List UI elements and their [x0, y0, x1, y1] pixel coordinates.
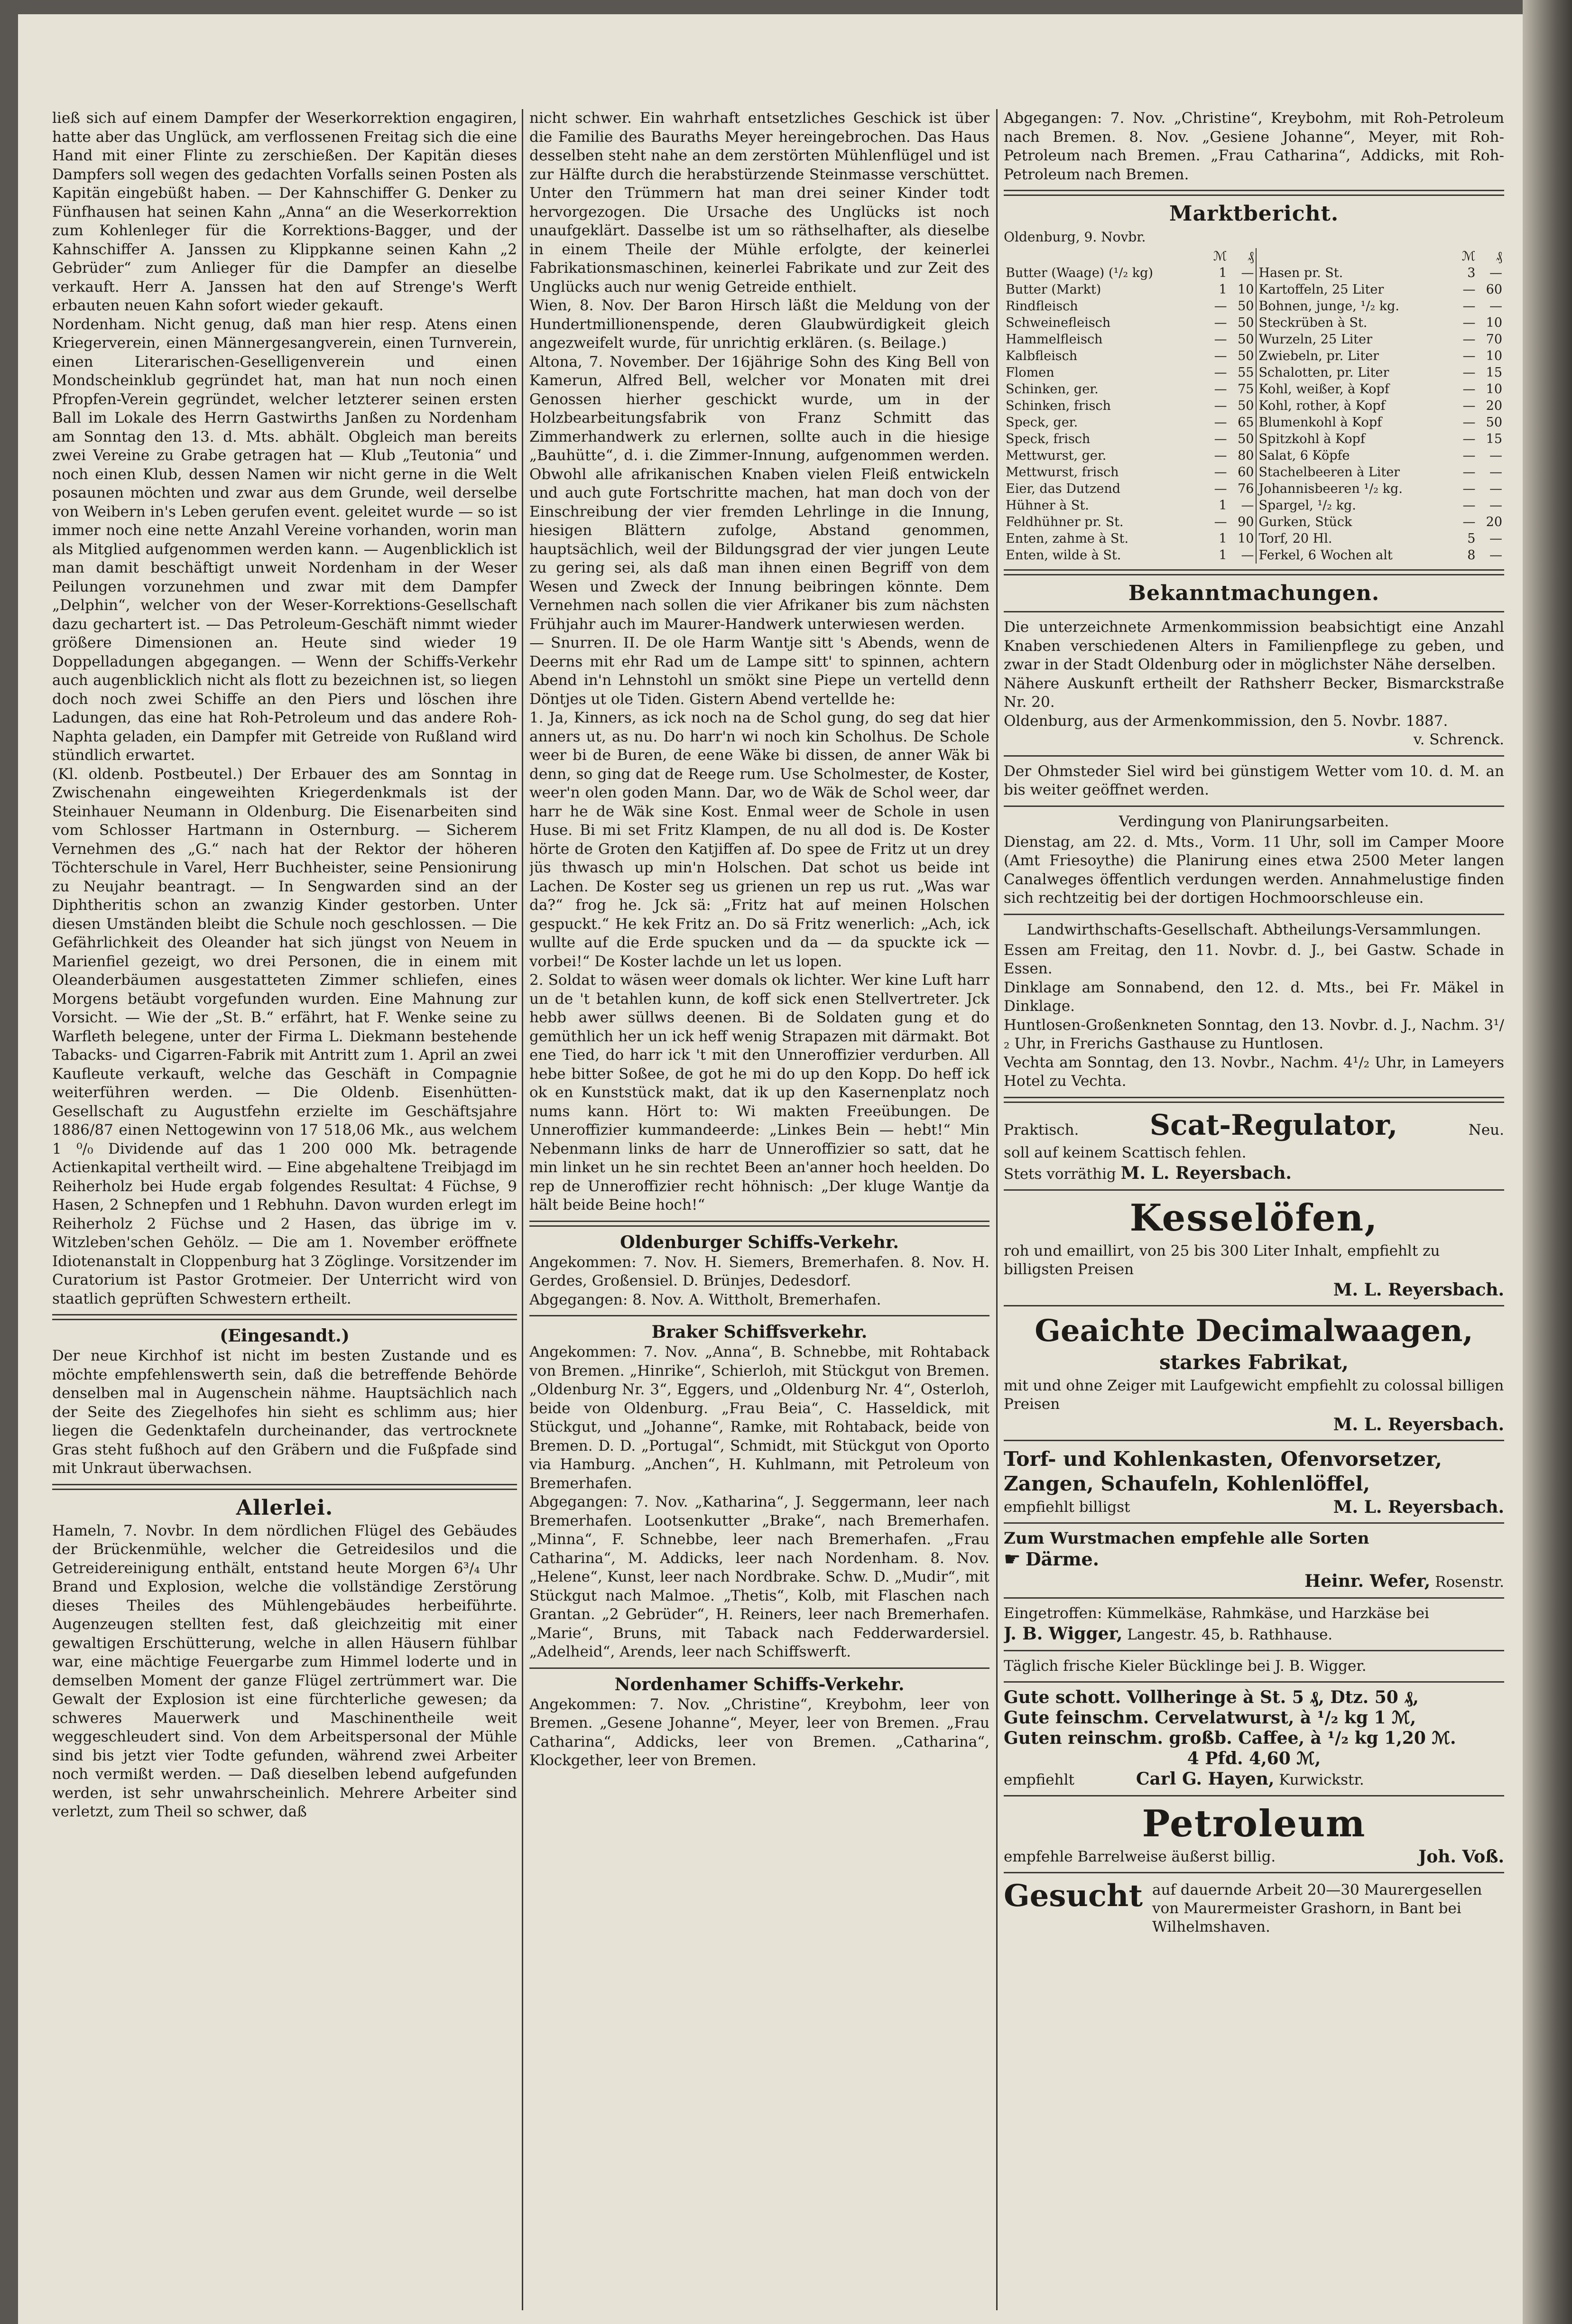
notice-armenkommission-info: Nähere Auskunft ertheilt der Rathsherr Becker, Bismarckstraße Nr. 20.: [1004, 675, 1504, 711]
section-divider: [52, 1484, 517, 1490]
market-item: Stachelbeeren à Liter: [1256, 464, 1454, 481]
market-item: Hammelfleisch: [1006, 332, 1103, 347]
section-divider: [1004, 1305, 1504, 1306]
market-item: Johannisbeeren ¹/₂ kg.: [1256, 481, 1454, 497]
notice-armenkommission-signature: v. Schrenck.: [1413, 731, 1504, 748]
market-price-table: [1004, 248, 1504, 564]
braker-angekommen: Angekommen: 7. Nov. „Anna“, B. Schnebbe, mit Rohtaback von Bremen. „Hinrike“, Schierloh, mit Stückgut von Bremen. „Oldenburg Nr. 3“, Eggers, und „Oldenburg Nr. 4“, Osterloh, beide von Oldenburg. „Frau Beia“, C. Hasseldick, mit Stückgut, und „Johanne“, Ramke, mit Rohtaback, beide von Bremen. D. D. „Portugal“, Schmidt, mit Stückgut von Oporto via Hamburg. „Anchen“, H. Kuhlmann, mit Petroleum von Bremerhafen.: [529, 1343, 989, 1492]
notice-landwirtschaft-heading: Landwirthschafts-Gesellschaft. Abtheilungs-Versammlungen.: [1026, 921, 1481, 938]
market-item: Salat, 6 Köpfe: [1256, 447, 1454, 464]
book-page-edge: [1523, 0, 1572, 2324]
section-divider: [1004, 1440, 1504, 1441]
market-price-pfennig: 76: [1238, 481, 1254, 496]
market-item: Kohl, rother, à Kopf: [1256, 398, 1454, 414]
market-price-mark: —: [1214, 481, 1227, 496]
section-divider: [1004, 1097, 1504, 1103]
section-divider: [1004, 1681, 1504, 1683]
market-price-mark: —: [1214, 448, 1227, 463]
notice-landwirtschaft-essen: Essen am Freitag, den 11. Novbr. d. J., bei Gastw. Schade in Essen.: [1004, 941, 1504, 977]
market-item: Schweinefleisch: [1006, 315, 1111, 330]
market-price-mark: —: [1214, 432, 1227, 446]
ad-scat-stets: Stets vorräthig: [1004, 1165, 1116, 1183]
market-price-mark: —: [1214, 382, 1227, 397]
market-item: Schinken, ger.: [1006, 382, 1099, 397]
ad-decimalwaagen: [1004, 1312, 1504, 1434]
market-item: Kohl, weißer, à Kopf: [1256, 381, 1454, 398]
eingesandt-heading: (Eingesandt.): [220, 1326, 350, 1346]
market-row: [1004, 381, 1504, 398]
section-divider: [1004, 1189, 1504, 1191]
currency-mark: ℳ: [1461, 249, 1476, 264]
section-divider: [529, 1315, 989, 1316]
currency-mark: ℳ: [1213, 249, 1227, 264]
article-postbeutel: (Kl. oldenb. Postbeutel.) Der Erbauer des am Sonntag in Zwischenahn eingeweihten Kriegerdenkmals ist der Steinhauer Neumann in Oldenburg. Die Eisenarbeiten sind vom Schlosser Hartmann in Osternburg. — Sicherem Vernehmen des „G.“ nach hat der Rektor der höheren Töchterschule in Varel, Herr Buchheister, seine Pensionirung zu Neujahr beantragt. — In Sengwarden sind an der Diphtheritis schon an zwanzig Kinder gestorben. Unter diesen Umständen bleibt die Schule noch geschlossen. — Die Gefährlichkeit des Oleander hat sich jüngst von Neuem in Marienfiel gezeigt, wo drei Personen, die in einem mit Oleanderbäumen ausgestatteten Zimmer schliefen, eines Morgens betäubt vorgefunden wurden. Eine Mahnung zur Vorsicht. — Wie der „St. B.“ erfährt, hat F. Wenke seine zu Warfleth belegene, unter der Firma L. Diekmann bestehende Tabacks- und Cigarren-Fabrik mit Antritt zum 1. April an zwei Kaufleute verkauft, welche das Geschäft in Compagnie weiterführen werden. — Die Oldenb. Eisenhütten-Gesellschaft zu Augustfehn erzielte im Geschäftsjahre 1886/87 einen Nettogewinn von 17 518,06 Mk., aus welchem 1 ⁰/₀ Dividende auf das 1 200 000 Mk. betragende Actienkapital vertheilt wird. — Eine abgehaltene Treibjagd im Reiherholz bei Hude ergab folgendes Resultat: 4 Füchse, 9 Hasen, 2 Schnepfen und 1 Rebhuhn. Davon wurden erlegt im Reiherholz 2 Füchse und 2 Hasen, das übrige im v. Witzleben'schen Gehölz. — Die am 1. November eröffnete Idiotenanstalt in Cloppenburg hat 3 Zöglinge. Vorsitzender im Curatorium ist Pastor Grotmeier. Der Unterricht wird von staatlich geprüften Schwestern ertheilt.: [52, 765, 517, 1307]
market-row: [1004, 281, 1504, 298]
market-price-pfennig: 60: [1486, 282, 1502, 297]
market-price-pfennig: 20: [1486, 515, 1502, 529]
market-price-pfennig: —: [1489, 498, 1502, 513]
market-price-pfennig: 20: [1486, 398, 1502, 413]
notice-armenkommission: Die unterzeichnete Armenkommission beabsichtigt eine Anzahl Knaben verschiedenen Alters in Familienpflege zu geben, und zwar in der Stadt Oldenburg oder in möglichster Nähe derselben.: [1004, 619, 1504, 673]
ad-torf-title: Torf- und Kohlenkasten, Ofenvorsetzer, Zangen, Schaufeln, Kohlenlöffel,: [1004, 1447, 1442, 1495]
market-row: [1004, 514, 1504, 530]
article-altona: Altona, 7. November. Der 16jährige Sohn des King Bell von Kamerun, Alfred Bell, welcher vor Monaten mit drei Genossen hierher geschickt wurde, um in der Holzbearbeitungsfabrik von Franz Schmitt das Zimmerhandwerk zu erlernen, sollte auch in die hiesige „Bauhütte“, d. i. die Zimmer-Innung, aufgenommen werden. Obwohl alle afrikanischen Knaben vielen Fleiß entwickeln und auch gute Fortschritte machen, hat man doch von der Einschreibung der vier fremden Lehrlinge in die Innung, hiesigen Blättern zufolge, Abstand genommen, hauptsächlich, weil der Bildungsgrad der vier jungen Leute zu gering sei, als daß man ihnen einen Begriff von dem Wesen und Zweck der Innung beibringen könnte. Dem Vernehmen nach sollen die vier Afrikaner bis zum nächsten Frühjahr auch im Maurer-Handwerk unterwiesen werden.: [529, 353, 989, 633]
market-item: Torf, 20 Hl.: [1256, 530, 1454, 547]
section-divider: [529, 1221, 989, 1227]
market-price-pfennig: —: [1489, 266, 1502, 280]
market-item: Enten, zahme à St.: [1006, 531, 1128, 546]
market-item: Hühner à St.: [1006, 498, 1089, 513]
notice-ohmsteder-siel: Der Ohmsteder Siel wird bei günstigem Wetter vom 10. d. M. an bis weiter geöffnet werden.: [1004, 762, 1504, 798]
marktbericht-place: Oldenburg, 9. Novbr.: [1004, 229, 1146, 245]
column-2: [529, 109, 989, 2310]
notice-landwirtschaft-vechta: Vechta am Sonntag, den 13. Novbr., Nachm. 4¹/₂ Uhr, in Lameyers Hotel zu Vechta.: [1004, 1054, 1504, 1090]
market-item: Zwiebeln, pr. Liter: [1256, 348, 1454, 364]
section-divider: [1004, 1597, 1504, 1599]
market-price-mark: —: [1462, 349, 1476, 363]
ad-scat-post: Neu.: [1468, 1121, 1504, 1139]
notice-planirung: Dienstag, am 22. d. Mts., Vorm. 11 Uhr, soll im Camper Moore (Amt Friesoythe) die Planirung eines etwa 2500 Meter langen Canalweges öffentlich verdungen werden. Annahmelustige finden sich rechtzeitig bei der dortigen Hochmoorschleuse ein.: [1004, 833, 1504, 907]
market-row: [1004, 431, 1504, 447]
market-price-mark: 1: [1219, 282, 1227, 297]
market-price-pfennig: 50: [1238, 432, 1254, 446]
section-divider: [529, 1667, 989, 1669]
market-price-mark: —: [1214, 415, 1227, 430]
ad-eing-addr: Langestr. 45, b. Rathhause.: [1127, 1626, 1333, 1643]
section-divider: [1004, 755, 1504, 757]
market-row: [1004, 265, 1504, 281]
market-item: Spargel, ¹/₂ kg.: [1256, 497, 1454, 514]
bekanntmachungen-heading: Bekanntmachungen.: [1128, 581, 1380, 605]
market-price-pfennig: 10: [1486, 315, 1502, 330]
market-price-mark: —: [1214, 465, 1227, 480]
market-price-mark: —: [1462, 481, 1476, 496]
article-snurren: — Snurren. II. De ole Harm Wantje sitt 's Abends, wenn de Deerns mit ehr Rad um de Lampe sitt' to spinnen, achtern Abend in'n Lehnstohl un smökt sine Piepe un vertelld denn Döntjes ut ole Tiden. Gistern Abend vertellde he:: [529, 634, 989, 708]
market-price-pfennig: 80: [1238, 448, 1254, 463]
notice-landwirtschaft-dinklage: Dinklage am Sonnabend, den 12. d. Mts., bei Fr. Mäkel in Dinklage.: [1004, 979, 1504, 1015]
market-item: Mettwurst, ger.: [1006, 448, 1107, 463]
section-divider: [1004, 1650, 1504, 1651]
market-item: Ferkel, 6 Wochen alt: [1256, 547, 1454, 564]
pointing-hand-icon: ☛: [1004, 1548, 1021, 1570]
ad-hayen-line2: Gute feinschm. Cervelatwurst, à ¹/₂ kg 1 ℳ,: [1004, 1707, 1416, 1728]
allerlei-heading: Allerlei.: [236, 1495, 333, 1520]
ad-petroleum-title: Petroleum: [1142, 1802, 1366, 1845]
market-price-mark: —: [1462, 415, 1476, 430]
market-price-pfennig: 10: [1486, 382, 1502, 397]
ad-hayen-line3: Guten reinschm. großb. Caffee, à ¹/₂ kg 1,20 ℳ.: [1004, 1728, 1456, 1748]
market-price-mark: 1: [1219, 266, 1227, 280]
article-eingesandt: Der neue Kirchhof ist nicht im besten Zustande und es möchte empfehlenswerth sein, daß die betreffende Behörde denselben mal in Augenschein nähme. Hauptsächlich nach der Seite des Ziegelhofes hin sieht es schlimm aus; hier liegen die Gedenktafeln durcheinander, das vertrocknete Gras steht fußhoch auf den Gräbern und die Fußpfade sind mit Unkraut überwachsen.: [52, 1347, 517, 1477]
market-price-mark: —: [1462, 382, 1476, 397]
market-price-mark: —: [1462, 398, 1476, 413]
section-divider: [1004, 806, 1504, 807]
ad-torf-seller: M. L. Reyersbach.: [1333, 1497, 1504, 1517]
oldenburger-angekommen: Angekommen: 7. Nov. H. Siemers, Bremerhafen. 8. Nov. H. Gerdes, Großensiel. D. Brünjes, Dedesdorf.: [529, 1253, 989, 1289]
ad-scat-text: soll auf keinem Scattisch fehlen.: [1004, 1144, 1247, 1161]
market-price-pfennig: 50: [1238, 332, 1254, 347]
market-price-pfennig: —: [1489, 448, 1502, 463]
market-price-pfennig: 10: [1486, 349, 1502, 363]
ad-scat-seller: M. L. Reyersbach.: [1120, 1163, 1292, 1183]
market-table-header: [1004, 248, 1504, 265]
market-row: [1004, 398, 1504, 414]
market-price-mark: —: [1214, 515, 1227, 529]
market-price-mark: —: [1462, 332, 1476, 347]
nordenhamer-angekommen: Angekommen: 7. Nov. „Christine“, Kreybohm, leer von Bremen. „Gesene Johanne“, Meyer, leer von Bremen. „Frau Catharina“, Addicks, leer von Bremen. „Catharina“, Klockgether, leer von Bremen.: [529, 1695, 989, 1769]
nordenhamer-schiffsverkehr-heading: Nordenhamer Schiffs-Verkehr.: [614, 1674, 905, 1694]
column-3: [1004, 109, 1504, 2310]
market-price-pfennig: 75: [1238, 382, 1254, 397]
market-price-mark: —: [1462, 498, 1476, 513]
ad-decimal-seller: M. L. Reyersbach.: [1333, 1414, 1504, 1435]
oldenburger-schiffsverkehr-heading: Oldenburger Schiffs-Verkehr.: [620, 1232, 899, 1252]
ad-torf-kohlenkasten: [1004, 1447, 1504, 1517]
ad-decimal-sub: starkes Fabrikat,: [1159, 1350, 1349, 1374]
ad-scat-title: Scat-Regulator,: [1149, 1108, 1398, 1142]
market-price-pfennig: 50: [1486, 415, 1502, 430]
market-row: [1004, 298, 1504, 315]
market-price-mark: —: [1462, 515, 1476, 529]
currency-pfennig: ₰: [1247, 249, 1254, 264]
notice-armenkommission-date: Oldenburg, aus der Armenkommission, den 5. Novbr. 1887.: [1004, 712, 1448, 730]
market-item: Kartoffeln, 25 Liter: [1256, 281, 1454, 298]
market-item: Schinken, frisch: [1006, 398, 1111, 413]
marktbericht-heading: Marktbericht.: [1169, 202, 1339, 226]
market-item: Schalotten, pr. Liter: [1256, 364, 1454, 381]
braker-schiffsverkehr-heading: Braker Schiffsverkehr.: [651, 1322, 868, 1342]
article-nordenham: Nordenham. Nicht genug, daß man hier resp. Atens einen Kriegerverein, einen Männergesangverein, einen Turnverein, einen Literarischen-Geselligenverein und einen Mondscheinklub gegründet hat, man hat nun noch einen Pfropfen-Verein gegründet, welcher letzterer seinen ersten Ball im Lokale des Herrn Gastwirths Janßen zu Nordenham am Sonntag den 13. d. Mts. abhält. Obgleich man bereits zwei Vereine zu Grabe getragen hat — Klub „Teutonia“ und noch einen Klub, dessen Namen wir nicht gerne in die Welt posaunen möchten und zwar aus dem Grunde, weil derselbe von Weibern in's Leben gerufen event. geleitet wurde — so ist immer noch eine nette Anzahl Vereine vorhanden, worin man als Mitglied aufgenommen werden kann. — Augenblicklich ist man damit beschäftigt unweit Nordenham in der Weser Peilungen vorzunehmen und zwar mit dem Dampfer „Delphin“, welcher von der Weser-Korrektions-Gesellschaft dazu gechartert ist. — Das Petroleum-Geschäft nimmt wieder größere Dimensionen an. Heute sind wieder 19 Doppelladungen abgegangen. — Wenn der Schiffs-Verkehr auch augenblicklich nicht als flott zu bezeichnen ist, so liegen doch noch zwei Schiffe an den Piers und löschen ihre Ladungen, das eine hat Roh-Petroleum und das andere Roh-Naphta geladen, ein Dampfer mit Getreide von Rußland wird stündlich erwartet.: [52, 315, 517, 764]
market-price-pfennig: —: [1241, 498, 1254, 513]
notice-planirung-heading: Verdingung von Planirungsarbeiten.: [1119, 813, 1389, 830]
market-item: Enten, wilde à St.: [1006, 548, 1121, 563]
ad-wurst-addr: Rosenstr.: [1435, 1573, 1504, 1591]
section-divider: [52, 1314, 517, 1320]
market-item: Mettwurst, frisch: [1006, 465, 1119, 480]
market-price-mark: 8: [1467, 548, 1476, 563]
market-price-mark: —: [1462, 365, 1476, 380]
market-row: [1004, 447, 1504, 464]
market-price-pfennig: 15: [1486, 432, 1502, 446]
market-row: [1004, 414, 1504, 431]
market-price-pfennig: —: [1489, 548, 1502, 563]
ad-hayen-pre: empfiehlt: [1004, 1771, 1074, 1788]
ad-hayen-addr: Kurwickstr.: [1279, 1771, 1364, 1788]
market-item: Flomen: [1006, 365, 1054, 380]
market-price-pfennig: —: [1489, 465, 1502, 480]
market-price-mark: —: [1462, 299, 1476, 314]
market-price-mark: —: [1214, 398, 1227, 413]
ad-eing-seller: J. B. Wigger,: [1004, 1623, 1123, 1644]
market-price-pfennig: 50: [1238, 315, 1254, 330]
section-divider: [1004, 190, 1504, 196]
market-price-mark: —: [1462, 315, 1476, 330]
market-price-mark: 1: [1219, 548, 1227, 563]
market-row: [1004, 547, 1504, 564]
market-row: [1004, 348, 1504, 364]
market-row: [1004, 497, 1504, 514]
section-divider: [1004, 1795, 1504, 1796]
ad-hayen-seller: Carl G. Hayen,: [1136, 1768, 1275, 1789]
market-item: Eier, das Dutzend: [1006, 481, 1121, 496]
market-price-mark: —: [1214, 332, 1227, 347]
column-1: [52, 109, 517, 2310]
market-item: Butter (Markt): [1006, 282, 1101, 297]
market-price-mark: —: [1462, 282, 1476, 297]
ad-gesucht: [1004, 1879, 1504, 1938]
article-wien: Wien, 8. Nov. Der Baron Hirsch läßt die Meldung von der Hundertmillionenspende, deren Glaubwürdigkeit gleich angezweifelt wurde, für unrichtig erklären. (s. Beilage.): [529, 297, 989, 352]
market-price-mark: —: [1214, 299, 1227, 314]
market-price-mark: —: [1462, 448, 1476, 463]
market-price-pfennig: 50: [1238, 349, 1254, 363]
ad-eingetroffen: [1004, 1604, 1504, 1644]
section-divider: [1004, 914, 1504, 915]
article-hameln: Hameln, 7. Novbr. In dem nördlichen Flügel des Gebäudes der Brückenmühle, welcher die Getreidesilos und die Getreidereinigung enthält, entstand heute Morgen 6³/₄ Uhr Brand und Explosion, welche die vollständige Zerstörung dieses Theiles des Mühlengebäudes herbeiführte. Augenzeugen stellten fest, daß gleichzeitig mit einer gewaltigen Erschütterung, welche in allen Häusern fühlbar war, eine mächtige Feuergarbe zum Himmel loderte und in demselben Moment der ganze Flügel zertrümmert war. Die Gewalt der Explosion ist eine fürchterliche gewesen; da schweres Mauerwerk und Maschinentheile weit weggeschleudert sind. Von dem Arbeitspersonal der Mühle sind bis jetzt vier Todte gefunden, während zwei Arbeiter noch vermißt werden. — Daß dieselben lebend aufgefunden werden, ist sehr unwahrscheinlich. Mehrere Arbeiter sind verletzt, zum Theil so schwer, daß: [52, 1522, 517, 1820]
market-price-pfennig: 65: [1238, 415, 1254, 430]
market-item: Kalbfleisch: [1006, 349, 1078, 363]
ad-scat-pre: Praktisch.: [1004, 1121, 1079, 1139]
market-price-pfennig: 10: [1238, 531, 1254, 546]
section-divider: [1004, 1872, 1504, 1873]
market-price-mark: 3: [1467, 266, 1476, 280]
ad-gesucht-text: auf dauernde Arbeit 20—30 Maurergesellen von Maurermeister Grashorn, in Bant bei Wilhelmshaven.: [1152, 1881, 1482, 1935]
market-row: [1004, 315, 1504, 331]
ad-wurst-seller: Heinr. Wefer,: [1304, 1571, 1431, 1591]
market-price-pfennig: 70: [1486, 332, 1502, 347]
market-price-mark: 1: [1219, 498, 1227, 513]
market-item: Speck, ger.: [1006, 415, 1078, 430]
ad-hayen: [1004, 1688, 1504, 1789]
market-price-pfennig: 50: [1238, 398, 1254, 413]
section-divider: [1004, 569, 1504, 575]
market-row: [1004, 364, 1504, 381]
ad-kessel-title: Kesselöfen,: [1129, 1196, 1378, 1240]
market-item: Butter (Waage) (¹/₂ kg): [1006, 266, 1153, 280]
ad-decimal-text: mit und ohne Zeiger mit Laufgewicht empfiehlt zu colossal billigen Preisen: [1004, 1377, 1504, 1413]
ad-decimal-title: Geaichte Decimalwaagen,: [1035, 1313, 1473, 1349]
market-price-pfennig: 60: [1238, 465, 1254, 480]
market-price-pfennig: —: [1489, 299, 1502, 314]
market-price-pfennig: —: [1241, 266, 1254, 280]
market-price-mark: —: [1214, 349, 1227, 363]
ad-kesseloefen: [1004, 1196, 1504, 1299]
ad-kessel-text: roh und emaillirt, von 25 bis 300 Liter Inhalt, empfiehlt zu billigsten Preisen: [1004, 1242, 1440, 1278]
market-row: [1004, 530, 1504, 547]
newspaper-page: [18, 14, 1523, 2324]
currency-pfennig: ₰: [1496, 249, 1502, 264]
article-snurren-1: 1. Ja, Kinners, as ick noch na de Schol gung, do seg dat hier anners ut, as nu. Do harr'n wi noch kin Scholhus. De Schole weer bi de Buren, de eene Wäke bi dissen, de anner Wäk bi denn, so ging dat de Reege rum. Use Scholmester, de Koster, weer'n olen goden Mann. Dar, wo de Wäk de Schol weer, dar harr he de Wäk sine Kost. Enmal weer de Schole in usen Huse. Bi mi set Fritz Klampen, de nu all dod is. De Koster hörte de Groten den Katjiffen af. Do spee de Fritz ut un drey jüs thwasch up min'n Holschen. Dat schot us beide int Lachen. De Koster seg us grienen un rep us rut. „Was war da?“ frog he. Jck sä: „Fritz hat auf meinen Holschen gespuckt.“ He kek Fritz an. Do sä Fritz wenerlich: „Ach, ick wullte auf die Erde spucken und da — da spuckte ick — vorbei!“ De Koster lachde un let us lopen.: [529, 709, 989, 970]
market-price-mark: —: [1462, 465, 1476, 480]
braker-abgegangen: Abgegangen: 7. Nov. „Katharina“, J. Seggermann, leer nach Bremerhafen. Lootsenkutter „Brake“, nach Bremerhafen. „Minna“, F. Schnebbe, leer nach Bremerhafen. „Frau Catharina“, M. Addicks, leer nach Nordenham. 8. Nov. „Helene“, Kunst, leer nach Nordbrake. Schw. D. „Mudir“, mit Stückgut nach Malmoe. „Thetis“, Kolb, mit Flaschen nach Grantan. „2 Gebrüder“, H. Reiners, leer nach Bremerhafen. „Marie“, Bruns, mit Taback nach Fedderwardersiel. „Adelheid“, Arends, leer nach Schiffswerft.: [529, 1493, 989, 1660]
market-price-pfennig: 50: [1238, 299, 1254, 314]
ad-hayen-line4: 4 Pfd. 4,60 ℳ,: [1187, 1748, 1321, 1768]
market-item: Feldhühner pr. St.: [1006, 515, 1124, 529]
market-price-pfennig: —: [1241, 548, 1254, 563]
ad-wurstmachen: [1004, 1529, 1504, 1592]
section-divider: [1004, 611, 1504, 612]
article-snurren-2: 2. Soldat to wäsen weer domals ok lichter. Wer kine Luft harr un de 't betahlen kunn, de koff sick enen Stellvertreter. Jck hebb awer süllws deenen. Bi de Soldaten gung et do gemüthlich her un ick heff wenig Strapazen mit därmakt. Bot ene Tied, do harr ick 't mit den Unneroffizier verdurben. All hebe bitter Soßee, de got he mi do up den Kopp. Do heff ick ok en Kunststück makt, dat ik up den Kasernenplatz noch nums kann. Hört to: Wi makten Freeübungen. De Unneroffizier kummandeerde: „Linkes Bein — hebt!“ Min Nebenmann links de harr de Unneroffizier so satt, dat he min linket un he sin rechtet Been an'anner hoch heelden. Do rep de Unneroffizier recht höhnisch: „Der kluge Wantje da hält beide Beine hoch!“: [529, 972, 989, 1213]
market-price-mark: —: [1214, 365, 1227, 380]
ad-kieler-buecklinge: Täglich frische Kieler Bücklinge bei J. B. Wigger.: [1004, 1657, 1367, 1675]
ad-scat-regulator: [1004, 1109, 1504, 1184]
market-item: Wurzeln, 25 Liter: [1256, 331, 1454, 348]
section-divider: [1004, 1522, 1504, 1524]
ad-hayen-line1: Gute schott. Vollheringe à St. 5 ₰, Dtz. 50 ₰,: [1004, 1687, 1419, 1707]
market-price-pfennig: 10: [1238, 282, 1254, 297]
market-item: Speck, frisch: [1006, 432, 1091, 446]
article-continuation: ließ sich auf einem Dampfer der Weserkorrektion engagiren, hatte aber das Unglück, am verflossenen Freitag sich die eine Hand mit einer Flinte zu zerschießen. Der Kapitän dieses Dampfers soll wegen des gedachten Vorfalls seinen Posten als Kapitän eingebüßt haben. — Der Kahnschiffer G. Denker zu Fünfhausen hat seinen Kahn „Anna“ an die Weserkorrektion zum Kohlenleger für die Korrektions-Bagger, und der Kahnschiffer A. Janssen zu Klippkanne seinen Kahn „2 Gebrüder“ zum Anlieger für die Dampfer an dieselbe verkauft. Herr A. Janssen hat den auf Strenge's Werft erbauten neuen Kahn sofort wieder gekauft.: [52, 110, 517, 314]
notice-landwirtschaft-huntlosen: Huntlosen-Großenkneten Sonntag, den 13. Novbr. d. J., Nachm. 3¹/₂ Uhr, in Frerichs Gasthause zu Huntlosen.: [1004, 1016, 1504, 1052]
market-item: Blumenkohl à Kopf: [1256, 414, 1454, 431]
market-item: Gurken, Stück: [1256, 514, 1454, 530]
market-row: [1004, 481, 1504, 497]
market-price-mark: —: [1462, 432, 1476, 446]
market-item: Hasen pr. St.: [1256, 265, 1454, 281]
ad-eing-text: Eingetroffen: Kümmelkäse, Rahmkäse, und Harzkäse bei: [1004, 1604, 1429, 1622]
oldenburger-abgegangen: Abgegangen: 8. Nov. A. Wittholt, Bremerhafen.: [529, 1291, 881, 1308]
market-price-pfennig: 90: [1238, 515, 1254, 529]
market-price-pfennig: —: [1489, 531, 1502, 546]
market-price-pfennig: —: [1489, 481, 1502, 496]
ad-gesucht-title: Gesucht: [1004, 1878, 1143, 1914]
market-price-mark: —: [1214, 315, 1227, 330]
nordenhamer-abgegangen: Abgegangen: 7. Nov. „Christine“, Kreybohm, mit Roh-Petroleum nach Bremen. 8. Nov. „Gesiene Johanne“, Meyer, mit Roh-Petroleum nach Bremen. „Frau Catharina“, Addicks, mit Roh-Petroleum nach Bremen.: [1004, 110, 1504, 183]
column-rule: [996, 109, 998, 2310]
ad-petroleum: [1004, 1802, 1504, 1866]
ad-torf-pre: empfiehlt billigst: [1004, 1498, 1130, 1516]
column-rule: [522, 109, 523, 2310]
market-item: Bohnen, junge, ¹/₂ kg.: [1256, 298, 1454, 315]
ad-wurst-title: Zum Wurstmachen empfehle alle Sorten: [1004, 1528, 1369, 1548]
ad-kessel-seller: M. L. Reyersbach.: [1333, 1279, 1504, 1300]
ad-petroleum-seller: Joh. Voß.: [1418, 1846, 1504, 1867]
article-hameln-cont: nicht schwer. Ein wahrhaft entsetzliches Geschick ist über die Familie des Bauraths Meyer hereingebrochen. Das Haus desselben steht nahe an dem zerstörten Mühlenflügel und ist zur Hälfte durch die herabstürzende Steinmasse verschüttet. Unter den Trümmern hat man drei seiner Kinder todt hervorgezogen. Die Ursache des Unglücks ist noch unaufgeklärt. Dasselbe ist um so räthselhafter, als dieselbe in einem Theile der Mühle erfolgte, der keinerlei Fabrikationsmaschinen, keinerlei Fabrikate und zur Zeit des Unglücks auch nur wenig Getreide enthielt.: [529, 110, 989, 296]
market-item: Steckrüben à St.: [1256, 315, 1454, 331]
market-price-mark: 1: [1219, 531, 1227, 546]
market-price-pfennig: 15: [1486, 365, 1502, 380]
market-row: [1004, 331, 1504, 348]
market-price-pfennig: 55: [1238, 365, 1254, 380]
ad-wurst-darme: Därme.: [1025, 1548, 1099, 1570]
market-row: [1004, 464, 1504, 481]
market-item: Spitzkohl à Kopf: [1256, 431, 1454, 447]
ad-petroleum-text: empfehle Barrelweise äußerst billig.: [1004, 1848, 1276, 1865]
market-item: Rindfleisch: [1006, 299, 1078, 314]
market-price-mark: 5: [1467, 531, 1476, 546]
